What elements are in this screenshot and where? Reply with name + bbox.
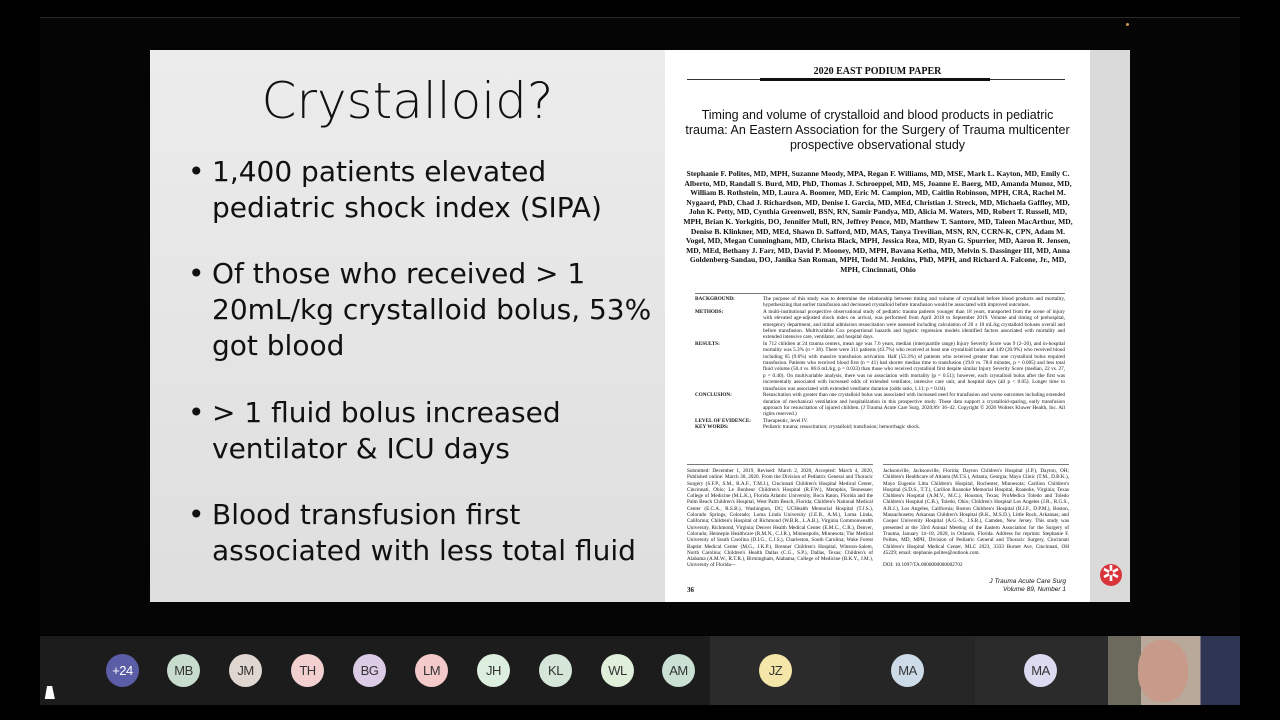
participant-avatar[interactable]: BG <box>353 654 386 687</box>
participant-avatar[interactable]: MA <box>1024 654 1057 687</box>
paper-title: Timing and volume of crystalloid and blood products in pediatric trauma: An Eastern Association for the Surgery of Trauma multicenter prospective observational study <box>685 108 1070 152</box>
footnote-left: Submitted: December 1, 2019, Revised: March 2, 2020, Accepted: March 4, 2020, Published online: March 30, 2020. From the Division of Pediatric General and Thoracic Surgery (S.F.P., S.M., R.A.F., T.M.J.), Cincinnati Children's Hospital Medical Center, Cincinnati, Ohio; Le Bonheur Children's Hospital (R.F.W.), Memphis, Tennessee; College of Medicine (M.L.K.), Florida Atlantic University, Boca Raton, Florida and the Palm Beach Children's Hospital, West Palm Beach, Florida; Children's National Medical Center (E.C.A., R.S.B.), Washington, DC; UCHealth Memorial Hospital (T.J.S.), Colorado Springs, Colorado; Loma Linda University (J.E.B., A.M.), Loma Linda, California; Children's Hospital of Richmond (W.B.R., L.A.B.), Virginia Commonwealth University, Richmond, Virginia; Denver Health Medical Center (E.M.C., C.R.), Denver, Colorado; Hennepin Healthcare (R.M.N., C.J.R.), Minneapolis, Minnesota; The Medical University of South Carolina (D.I.G., C.J.S.), Charleston, South Carolina; Wake Forest Baptist Medical Center (M.G., J.K.P.), Brenner Children's Hospital, Winston-Salem, North Carolina; Children's Health Dallas (C.G., S.P.), Dallas, Texas; Children's of Alabama (A.M.W., R.T.R.), Birmingham, Alabama; College of Medicine (B.K.Y., J.M.), University of Florida— <box>687 464 873 569</box>
abstract-label: CONCLUSION: <box>695 392 732 399</box>
abstract-text: Therapeutic, level IV. <box>763 417 808 424</box>
participant-avatar[interactable]: MB <box>167 654 200 687</box>
participant-avatar[interactable]: MA <box>891 654 924 687</box>
participant-avatar[interactable]: JZ <box>759 654 792 687</box>
presentation-slide <box>150 50 1130 602</box>
bullet-4: • Blood transfusion first associated with less total fluid <box>188 497 658 569</box>
divider <box>760 78 990 81</box>
paper-abstract <box>695 293 1065 431</box>
slide-side-strip <box>1090 50 1130 602</box>
abstract-row <box>695 341 1065 392</box>
self-video[interactable] <box>1108 636 1240 705</box>
bullet-3: • > 1 fluid bolus increased ventilator & ICU days <box>188 395 658 467</box>
paper-header: 2020 EAST PODIUM PAPER <box>813 66 942 77</box>
paper-authors: Stephanie F. Polites, MD, MPH, Suzanne Moody, MPA, Regan F. Williams, MD, MSE, Mark L. Kayton, MD, Emily C. Alberto, MD, Randall S. Burd, MD, PhD, Thomas J. Schroeppel, MD, MS, Joanne E. Baerg, MD, Amanda Munoz, MD, William B. Rothstein, MD, Laura A. Boomer, MD, Eric M. Campion, MD, Caitlin Robinson, MPH, CRA, Rachel M. Nygaard, PhD, Chad J. Richardson, MD, Denise I. Garcia, MD, MEd, Christian J. Streck, MD, Michaela Gaffley, MD, John K. Petty, MD, Cynthia Greenwell, BSN, RN, Samir Pandya, MD, Alicia M. Waters, MD, Robert T. Russell, MD, MPH, Brian K. Yorkgitis, DO, Jennifer Mull, RN, Jeffrey Pence, MD, Matthew T. Santore, MD, Taleen MacArthur, MD, Denise B. Klinkner, MD, MEd, Shawn D. Safford, MD, MAS, Tanya Trevilian, MSN, RN, CCRN-K, CPN, Adam M. Vogel, MD, Megan Cunningham, MD, Christa Black, MPH, Jessica Rea, MD, Ryan G. Spurrier, MD, Aaron R. Jensen, MD, MEd, Bethany J. Farr, MD, David P. Mooney, MD, MPH, Bavana Ketha, MD, Melvin S. Dassinger III, MD, Anna Goldenberg-Sandau, DO, Janika San Roman, MPH, Todd M. Jenkins, PhD, MPH, and Richard A. Falcone, Jr., MD, MPH, Cincinnati, Ohio <box>683 169 1073 274</box>
participant-avatar[interactable]: WL <box>601 654 634 687</box>
bullet-1: • 1,400 patients elevated pediatric shock index (SIPA) <box>188 154 658 226</box>
indicator-dot <box>1126 23 1129 26</box>
abstract-label: KEY WORDS: <box>695 424 729 431</box>
participant-avatar[interactable]: +24 <box>106 654 139 687</box>
abstract-text: Resuscitation with greater than one crystalloid bolus was associated with increased need for transfusion and worse outcomes including extended duration of mechanical ventilation and hospitalization in this prospective study. These data support a crystalloid-sparing, early transfusion approach for resuscitation of injured children. (J Trauma Acute Care Surg. 2020;89: 36–42. Copyright © 2020 Wolters Kluwer Health, Inc. All rights reserved.) <box>763 392 1065 418</box>
abstract-row <box>695 309 1065 341</box>
abstract-text: The purpose of this study was to determine the relationship between timing and volume of crystalloid before blood products and mortality, hypothesizing that earlier transfusion and decreased crystalloid before transfusion would be associated with improved outcomes. <box>763 296 1065 309</box>
participant-avatar[interactable]: JH <box>477 654 510 687</box>
slide-text-panel <box>150 50 665 602</box>
slide-title: Crystalloid? <box>261 72 554 130</box>
participant-avatar[interactable]: LM <box>415 654 448 687</box>
participant-avatar[interactable]: JM <box>229 654 262 687</box>
participant-avatar[interactable]: TH <box>291 654 324 687</box>
footnote-right <box>883 464 1069 569</box>
participant-face <box>1138 640 1188 702</box>
participant-avatar[interactable]: KL <box>539 654 572 687</box>
abstract-label: LEVEL OF EVIDENCE: <box>695 417 752 424</box>
doi: DOI: 10.1097/TA.0000000000002702 <box>883 562 963 569</box>
abstract-label: RESULTS: <box>695 340 720 347</box>
bullet-2: • Of those who received > 1 20mL/kg crystalloid bolus, 53% got blood <box>188 256 658 364</box>
participant-avatar[interactable]: AM <box>662 654 695 687</box>
footnote-right-text: Jacksonville, Jacksonville, Florida; Dayton Children's Hospital (J.P.), Dayton, OH; Children's Healthcare of Atlanta (M.T.S.), Atlanta, Georgia; Mayo Clinic (T.M., D.B.K.), Mayo Eugenio Litta Children's Hospital, Rochester, Minnesota; Carilion Children's Hospital (S.D.S., T.T.), Carilion Roanoke Memorial Hospital, Roanoke, Virginia; Texas Children's Hospital (A.M.V., M.C.), Houston, Texas; ProMedica Toledo and Toledo Children's Hospital (C.B.), Toledo, Ohio; Children's Hospital Los Angeles (J.R., R.G.S., A.R.J.), Los Angeles, California; Boston Children's Hospital (B.J.F., D.P.M.), Boston, Massachusetts; Arkansas Children's Hospital (B.K., M.S.D.), Little Rock, Arkansas; and Cooper University Hospital (A.G.-S., J.S.R.), Camden, New Jersey. This study was presented at the 33rd Annual Meeting of the Eastern Association for the Surgery of Trauma, January 14–18, 2020, in Orlando, Florida. Address for reprints: Stephanie F. Polites, MD, MPH, Division of Pediatric General and Thoracic Surgery, Cincinnati Children's Hospital Medical Center, MLC 2023, 3333 Burnet Ave, Cincinnati, OH 45229; email: stephanie.polites@outlook.com. <box>883 468 1069 556</box>
participant-bar <box>40 636 1240 705</box>
abstract-text: In 712 children at 24 trauma centers, mean age was 7.6 years, median (interquartile range) Injury Severity Score was 9 (2–20), and in-hospital mortality was 5.3% (n = 38). There were 311 patients (43.7%) who received at least one crystalloid bolus and 149 (20.9%) who received blood including 65 (9.6%) with massive transfusion activation. Half (53.3%) of patients who received greater than one crystalloid bolus required transfusion. Patients who received blood first (n = 41) had shorter median time to transfusion (19.8 vs. 78.0 minutes, p = 0.005) and less total fluid volume (50.4 vs. 86.6 mL/kg, p = 0.033) than those who received crystalloid first despite similar Injury Severity Score (median, 22 vs. 27, p = 0.40). On multivariable analysis, there was no association with mortality (p = 0.51); however, each crystalloid bolus after the first was incrementally associated with increased odds of extended ventilator, intensive care unit, and hospital days (all p < 0.05). Longer time to transfusion was associated with extended ventilator duration (odds ratio, 1.11; p = 0.04). <box>763 340 1065 392</box>
abstract-text: A multi-institutional prospective observational study of pediatric trauma patients younger than 18 years, transported from the scene of injury with elevated age-adjusted shock index on arrival, was performed from April 2018 to September 2019. Volume and timing of prehospital, emergency department, and initial admission resuscitation were assessed including calculation of 20 ± 10 mL/kg crystalloid boluses overall and before transfusion. Multivariable Cox proportional hazards and logistic regression models identified factors associated with mortality and extended intensive care, ventilator, and hospital days. <box>763 308 1065 341</box>
abstract-label: BACKGROUND: <box>695 296 735 302</box>
paper-image <box>665 50 1090 602</box>
abstract-label: METHODS: <box>695 308 724 315</box>
abstract-row <box>695 424 1065 430</box>
abstract-text: Pediatric trauma; resuscitation; crystalloid; transfusion; hemorrhagic shock. <box>763 424 921 431</box>
page-number: 36 <box>687 586 694 594</box>
journal-info <box>989 578 1066 594</box>
abstract-row <box>695 392 1065 418</box>
abstract-row <box>695 296 1065 309</box>
journal-name: J Trauma Acute Care Surg <box>989 578 1066 585</box>
journal-volume: Volume 89, Number 1 <box>1003 586 1066 593</box>
logo-icon <box>1100 564 1122 586</box>
